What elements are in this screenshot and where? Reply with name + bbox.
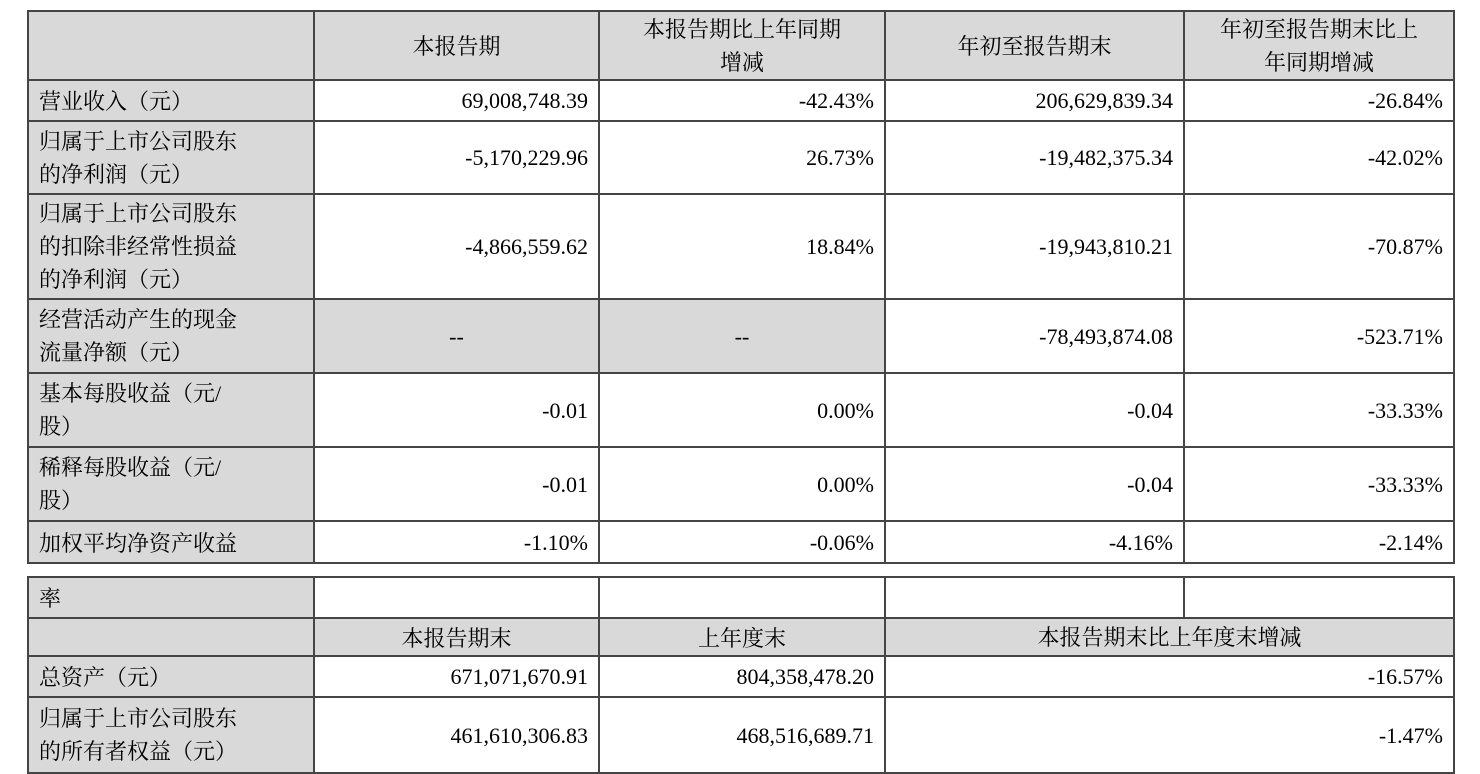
- value: 0.00%: [817, 471, 874, 497]
- value-cell: [1184, 447, 1454, 521]
- row-label-cell: [28, 521, 314, 562]
- value-cell: [885, 299, 1184, 373]
- table-row-revenue: [28, 80, 1454, 121]
- table-header-row: [28, 11, 1454, 80]
- value-cell-na: [599, 299, 885, 373]
- table-row-shareholders-equity: [28, 697, 1454, 773]
- header-cell-period-end-change: [885, 618, 1454, 655]
- value: -1.47%: [1378, 722, 1443, 748]
- value: 206,629,839.34: [1035, 88, 1173, 114]
- value: -19,943,810.21: [1039, 234, 1173, 260]
- report-table-section: [27, 10, 1453, 774]
- value-cell: [599, 80, 885, 121]
- header-cell-prior-year-end: [599, 618, 885, 655]
- header-cell-ytd: [885, 11, 1184, 80]
- value-cell: [599, 121, 885, 194]
- value: -0.04: [1127, 471, 1173, 497]
- value: 69,008,748.39: [461, 88, 588, 114]
- value-cell: [885, 656, 1454, 697]
- row-label: 经营活动产生的现金流量净额（元）: [39, 307, 238, 366]
- value-cell: [885, 80, 1184, 121]
- row-label-cell: [28, 373, 314, 447]
- value: 671,071,670.91: [450, 664, 588, 690]
- header-label: 本报告期比上年同期增减: [642, 16, 841, 75]
- value: -0.01: [542, 471, 588, 497]
- balance-indicators-table: [27, 576, 1455, 774]
- value: -0.06%: [809, 529, 874, 555]
- value: -33.33%: [1367, 397, 1443, 423]
- value-cell: [314, 697, 599, 773]
- row-label: 加权平均净资产收益: [39, 530, 238, 556]
- value: 26.73%: [806, 145, 874, 171]
- header-label: 本报告期末: [401, 625, 512, 651]
- value-cell: [1184, 299, 1454, 373]
- header-label: 本报告期: [412, 34, 501, 60]
- row-label: 归属于上市公司股东的扣除非经常性损益的净利润（元）: [39, 201, 238, 293]
- value-cell: [314, 373, 599, 447]
- value: -0.04: [1127, 397, 1173, 423]
- header-cell-period-end: [314, 618, 599, 655]
- value-cell: [599, 656, 885, 697]
- value: -0.01: [542, 397, 588, 423]
- value-cell: [314, 447, 599, 521]
- value-cell: [599, 447, 885, 521]
- value-cell: [885, 447, 1184, 521]
- row-label: 归属于上市公司股东的净利润（元）: [39, 128, 238, 187]
- value: -33.33%: [1367, 471, 1443, 497]
- value-cell: [885, 697, 1454, 773]
- carryover-label-cell: [28, 577, 314, 618]
- header-label: 年初至报告期末比上年同期增减: [1219, 16, 1418, 75]
- empty-cell: [885, 577, 1184, 618]
- value-cell: [885, 521, 1184, 562]
- row-label-cell: [28, 121, 314, 194]
- value: -4.16%: [1108, 529, 1173, 555]
- row-label-cell: [28, 656, 314, 697]
- value: -16.57%: [1367, 664, 1443, 690]
- header-label: 上年度末: [697, 625, 786, 651]
- value-cell: [885, 194, 1184, 299]
- row-label: 基本每股收益（元/股）: [39, 381, 222, 440]
- value: 804,358,478.20: [736, 664, 874, 690]
- key-indicators-table: [27, 10, 1455, 564]
- value-cell: [1184, 194, 1454, 299]
- row-label-cell: [28, 299, 314, 373]
- header-label: 年初至报告期末: [957, 34, 1112, 60]
- value-cell: [314, 521, 599, 562]
- value: -2.14%: [1378, 529, 1443, 555]
- empty-cell: [314, 577, 599, 618]
- value-cell: [885, 373, 1184, 447]
- table-row-diluted-eps: [28, 447, 1454, 521]
- value: -19,482,375.34: [1039, 145, 1173, 171]
- value: --: [734, 323, 750, 349]
- value-cell: [314, 194, 599, 299]
- value: -523.71%: [1356, 323, 1443, 349]
- value: -42.02%: [1367, 145, 1443, 171]
- row-label-cell: [28, 80, 314, 121]
- value-cell: [599, 521, 885, 562]
- header-cell-empty: [28, 618, 314, 655]
- table-row-weighted-avg-roe: [28, 521, 1454, 562]
- value: 18.84%: [806, 234, 874, 260]
- table-row-net-profit-excl-nonrecurring: [28, 194, 1454, 299]
- value-cell: [599, 697, 885, 773]
- value: -26.84%: [1367, 88, 1443, 114]
- value: -42.43%: [798, 88, 874, 114]
- row-label-cell: [28, 697, 314, 773]
- header-cell-yoy-change: [599, 11, 885, 80]
- value: -5,170,229.96: [465, 145, 588, 171]
- row-label-cell: [28, 194, 314, 299]
- table-fragment-gap: [27, 564, 1453, 576]
- header-label: 本报告期末比上年度末增减: [1037, 624, 1302, 650]
- value: -78,493,874.08: [1039, 323, 1173, 349]
- value: --: [449, 323, 464, 349]
- row-label: 营业收入（元）: [39, 89, 194, 115]
- row-label: 稀释每股收益（元/股）: [39, 455, 222, 514]
- value-cell-na: [314, 299, 599, 373]
- value-cell: [885, 121, 1184, 194]
- empty-cell: [599, 577, 885, 618]
- row-label: 总资产（元）: [39, 665, 172, 691]
- table-row-basic-eps: [28, 373, 1454, 447]
- value-cell: [1184, 373, 1454, 447]
- value: 461,610,306.83: [450, 722, 588, 748]
- value-cell: [314, 656, 599, 697]
- value: 468,516,689.71: [736, 722, 874, 748]
- value: 0.00%: [817, 397, 874, 423]
- table-row-total-assets: [28, 656, 1454, 697]
- value: -4,866,559.62: [465, 234, 588, 260]
- value-cell: [314, 80, 599, 121]
- table-row-net-profit: [28, 121, 1454, 194]
- value-cell: [599, 373, 885, 447]
- value-cell: [1184, 521, 1454, 562]
- empty-cell: [1184, 577, 1454, 618]
- table-row-label-carryover: [28, 577, 1454, 618]
- value: -70.87%: [1367, 234, 1443, 260]
- table-header-row-2: [28, 618, 1454, 655]
- value-cell: [1184, 121, 1454, 194]
- row-label: 归属于上市公司股东的所有者权益（元）: [39, 706, 238, 765]
- row-label-cell: [28, 447, 314, 521]
- row-label: 率: [39, 586, 62, 612]
- header-cell-current-period: [314, 11, 599, 80]
- header-cell-ytd-yoy-change: [1184, 11, 1454, 80]
- table-row-operating-cash-flow: [28, 299, 1454, 373]
- value-cell: [1184, 80, 1454, 121]
- header-cell-empty: [28, 11, 314, 80]
- value-cell: [599, 194, 885, 299]
- value: -1.10%: [523, 529, 588, 555]
- value-cell: [314, 121, 599, 194]
